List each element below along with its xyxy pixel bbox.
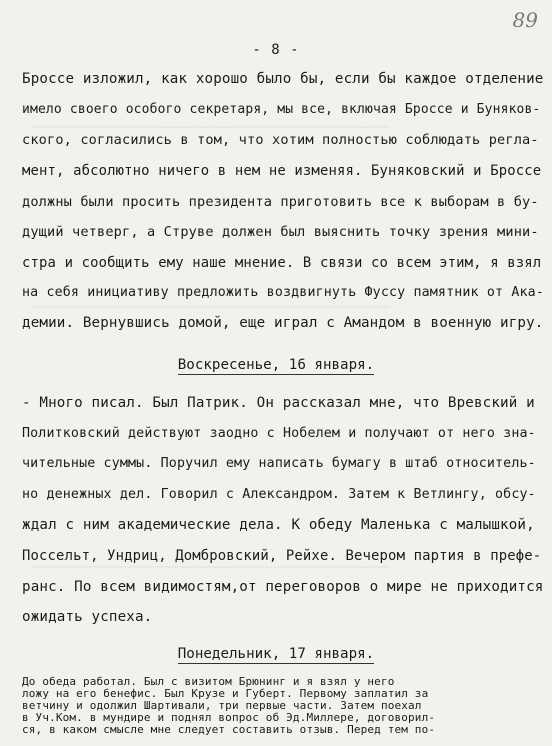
text-line: ранс. По всем видимостям,от переговоров о мире не приходится (22, 579, 544, 595)
text-line: стра и сообщить ему наше мнение. В связи со всем этим, я взял (22, 255, 542, 271)
bleed-through-decoration: ~~~~~~~~~~~~~~~~~~~~~~~~~~~~~~~~~~~~~~~~~~~~~~ (30, 560, 391, 575)
text-line: мент, абсолютно ничего в нем не изменяя. Буняковский и Броссе (22, 163, 542, 179)
bleed-through-decoration: ~~~~~~~~~~~~~~~~~~~~~~~~~~~~~~~~~~~~~~~~~~~~~~ (30, 300, 391, 315)
text-line: имело своего особого секретаря, мы все, включая Броссе и Буняков- (22, 102, 541, 117)
text-line: Броссе изложил, как хорошо было бы, если бы каждое отделение (22, 71, 544, 87)
date-heading-text: Понедельник, 17 января. (177, 646, 375, 662)
text-line: дущий четверг, а Струве должен был выяснить точку зрения мини- (22, 224, 539, 240)
text-line: ожидать успеха. (22, 609, 153, 625)
folio-number: 89 (512, 8, 538, 32)
text-line: ского, согласились в том, что хотим полностью соблюдать регла- (22, 132, 539, 148)
text-line: Политковский действуют заодно с Нобелем и получают от него зна- (22, 426, 536, 441)
text-line: должны были просить президента приготовить все к выборам в бу- (22, 194, 539, 210)
text-line: Поссельт, Ундриц, Домбровский, Рейхе. Вечером партия в префе- (22, 548, 542, 564)
text-line: на себя инициативу предложить воздвигнуть Фуссу памятник от Ака- (22, 285, 544, 300)
page-number: - 8 - (252, 42, 300, 58)
date-heading (0, 646, 552, 662)
text-line: ветчину и одолжил Шартивали, три первые части. Затем поехал (22, 699, 422, 712)
text-line: - Много писал. Был Патрик. Он рассказал мне, что Вревский и (22, 395, 535, 411)
text-line: ся, в каком смысле мне следует составить отзыв. Перед тем по- (22, 723, 436, 736)
text-line: ложу на его бенефис. Был Крузе и Губерт. Первому заплатил за (22, 687, 429, 700)
text-line: демии. Вернувшись домой, еще играл с Амандом в военную игру. (22, 315, 544, 331)
text-line: До обеда работал. Был с визитом Брюнинг и я взял у него (22, 675, 395, 688)
text-line: ждал с ним академические дела. К обеду Маленька с малышкой, (22, 517, 535, 533)
date-heading (0, 357, 552, 373)
bleed-through-decoration: ~~~~~~~~~~~~~~~~~~~~~~~~~~~~~~~~~~~~~~~~~~~~~~ (30, 120, 391, 135)
date-heading-text: Воскресенье, 16 января. (177, 357, 375, 373)
text-line: но денежных дел. Говорил с Александром. Затем к Ветлингу, обсу- (22, 487, 536, 502)
text-line: чительные суммы. Поручил ему написать бумагу в штаб относитель- (22, 456, 536, 471)
text-line: в Уч.Ком. в мундире и поднял вопрос об Эд.Миллере, договорил- (22, 711, 436, 724)
